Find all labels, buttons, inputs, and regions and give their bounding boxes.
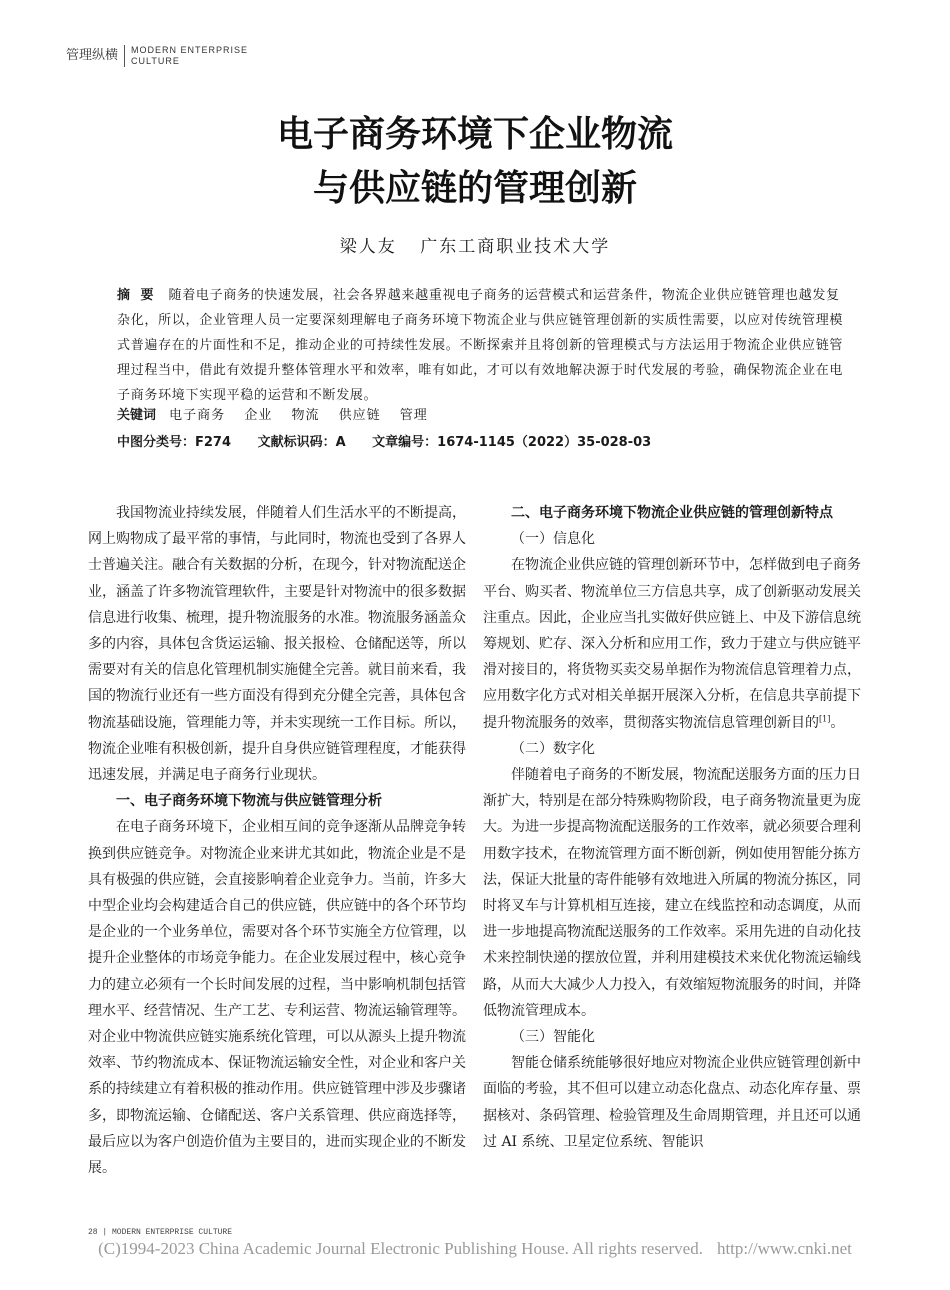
abstract	[117, 283, 851, 408]
paragraph: 我国物流业持续发展，伴随着人们生活水平的不断提高，网上购物成了最平常的事情，与此同时，物流也受到了各界人士普遍关注。融合有关数据的分析，在现今，针对物流配送企业，涵盖了许多物流管理软件，主要是针对物流中的很多数据信息进行收集、梳理，提升物流服务的水准。物流服务涵盖众多的内容，具体包含货运运输、报关报检、仓储配送等，所以需要对有关的信息化管理机制实施健全完善。就目前来看，我国的物流行业还有一些方面没有得到充分健全完善，具体包含物流基础设施，管理能力等，并未实现统一工作目标。所以，物流企业唯有积极创新，提升自身供应链管理程度，才能获得迅速发展，并满足电子商务行业现状。	[88, 505, 466, 784]
keyword: 供应链	[338, 408, 381, 423]
subsection-heading: （一）信息化	[511, 531, 595, 548]
clc-number: 中图分类号：F274	[117, 435, 232, 450]
copyright-text: (C)1994-2023 China Academic Journal Electronic Publishing House. All rights reserved.	[98, 1239, 703, 1258]
keywords	[117, 405, 442, 427]
copyright-watermark	[0, 1239, 950, 1259]
title-line-2: 与供应链的管理创新	[312, 168, 637, 209]
author-name: 梁人友	[339, 237, 397, 257]
paragraph	[483, 552, 861, 735]
header-divider	[124, 45, 125, 67]
paragraph: 伴随着电子商务的不断发展，物流配送服务方面的压力日渐扩大，特别是在部分特殊购物阶段，电子商务物流量更为庞大。为进一步提高物流配送服务的工作效率，就必须要合理利用数字技术，在物流管理方面不断创新，例如使用智能分拣方法，保证大批量的寄件能够有效地进入所属的物流分拣区，同时将叉车与计算机相互连接，建立在线监控和动态调度，从而进一步地提高物流配送服务的工作效率。采用先进的自动化技术来控制快递的摆放位置，并利用建模技术来优化物流运输线路，从而大大减少人力投入，有效缩短物流服务的时间，并降低物流管理成本。	[483, 767, 861, 1019]
paragraph-end: 。	[830, 714, 845, 731]
paragraph-text: 在物流企业供应链的管理创新环节中，怎样做到电子商务平台、购买者、物流单位三方信息共享，成了创新驱动发展关注重点。因此，企业应当扎实做好供应链上、中及下游信息统筹规划、贮存、深入分析和应用工作，致力于建立与供应链平滑对接目的，将货物买卖交易单据作为物流信息管理着力点，应用数字化方式对相关单据开展深入分析，在信息共享前提下提升物流服务的效率，贯彻落实物流信息管理创新目的	[483, 557, 861, 731]
cnki-url: http://www.cnki.net	[716, 1239, 852, 1258]
left-column	[88, 500, 466, 1181]
paragraph: 智能仓储系统能够很好地应对物流企业供应链管理创新中面临的考验，其不但可以建立动态化盘点、动态化库存量、票据核对、条码管理、检验管理及生命周期管理，并且还可以通过 AI 系统、卫星定位系统、智能识	[483, 1055, 861, 1150]
journal-name-en-line2: CULTURE	[131, 56, 180, 66]
title-line-1: 电子商务环境下企业物流	[276, 114, 673, 155]
journal-name-en-line1: MODERN ENTERPRISE	[131, 45, 249, 55]
journal-name-en	[131, 44, 248, 67]
page-footer: 28 | MODERN ENTERPRISE CULTURE	[88, 1228, 233, 1237]
article-meta	[117, 432, 651, 454]
article-number: 文章编号：1674-1145（2022）35-028-03	[372, 435, 652, 450]
article-title	[0, 108, 950, 216]
keyword: 管理	[399, 408, 428, 423]
abstract-label: 摘 要	[117, 288, 157, 303]
document-code: 文献标识码：A	[257, 435, 346, 450]
section-heading: 二、电子商务环境下物流企业供应链的管理创新特点	[511, 505, 833, 521]
reference-marker: [1]	[819, 713, 831, 723]
journal-header	[66, 44, 248, 68]
author-line	[0, 232, 950, 257]
keyword: 物流	[291, 408, 320, 423]
subsection-heading: （二）数字化	[511, 740, 595, 757]
subsection-heading: （三）智能化	[511, 1029, 595, 1046]
keyword: 电子商务	[169, 408, 226, 423]
section-heading: 一、电子商务环境下物流与供应链管理分析	[116, 793, 382, 810]
paragraph: 在电子商务环境下，企业相互间的竞争逐渐从品牌竞争转换到供应链竞争。对物流企业来讲尤其如此，物流企业是不是具有极强的供应链，会直接影响着企业竞争力。当前，许多大中型企业均会构建适合自己的供应链，供应链中的各个环节均是企业的一个业务单位，需要对各个环节实施全方位管理，以提升企业整体的市场竞争能力。在企业发展过程中，核心竞争力的建立必须有一个长时间发展的过程，当中影响机制包括管理水平、经营情况、生产工艺、专利运营、物流运输管理等。对企业中物流供应链实施系统化管理，可以从源头上提升物流效率、节约物流成本、保证物流运输安全性，对企业和客户关系的持续建立有着积极的推动作用。供应链管理中涉及步骤诸多，即物流运输、仓储配送、客户关系管理、供应商选择等，最后应以为客户创造价值为主要目的，进而实现企业的不断发展。	[88, 819, 466, 1177]
keyword: 企业	[244, 408, 273, 423]
abstract-text: 随着电子商务的快速发展，社会各界越来越重视电子商务的运营模式和运营条件，物流企业供应链管理也越发复杂化，所以，企业管理人员一定要深刻理解电子商务环境下物流企业与供应链管理创新的实质性需要，以应对传统管理模式普遍存在的片面性和不足，推动企业的可持续性发展。不断探索并且将创新的管理模式与方法运用于物流企业供应链管理过程当中，借此有效提升整体管理水平和效率，唯有如此，才可以有效地解决源于时代发展的考验，确保物流企业在电子商务环境下实现平稳的运营和不断发展。	[117, 288, 844, 403]
keywords-label: 关键词	[117, 408, 157, 423]
column-name: 管理纵横	[66, 48, 119, 63]
author-affiliation: 广东工商职业技术大学	[420, 237, 611, 257]
right-column	[483, 500, 861, 1155]
